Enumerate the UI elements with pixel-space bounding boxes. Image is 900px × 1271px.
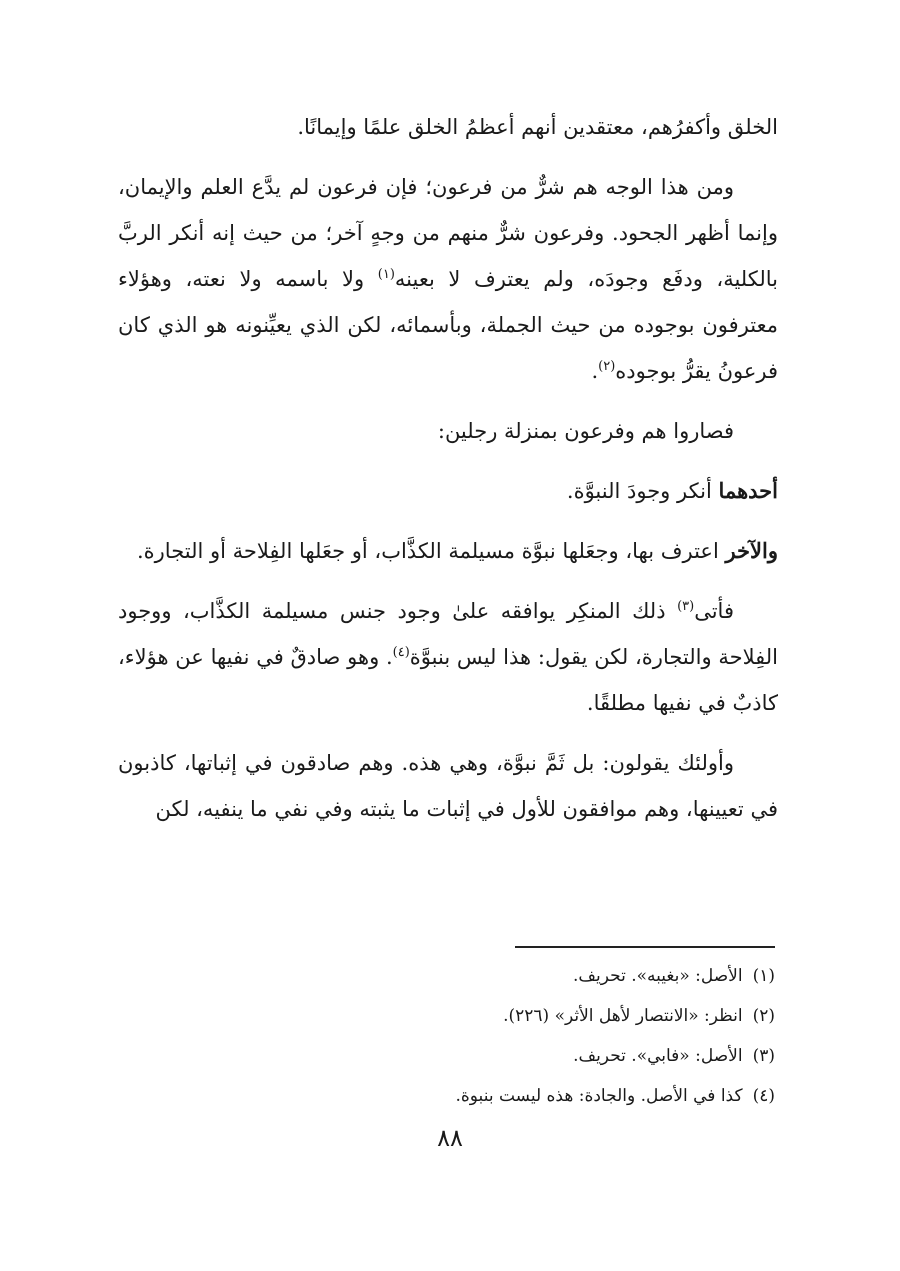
- footnote-number: (١): [752, 966, 775, 986]
- paragraph-3: [118, 408, 778, 454]
- paragraph-2-text-a: ومن هذا الوجه هم شرٌّ من فرعون؛ فإن فرعون لم يدَّع العلم والإيمان، وإنما أظهر الجحود. وفرعون شرٌّ منهم من وجهٍ آخر؛ من حيث إنه أنكر الربَّ بالكلية، ودفَع وجودَه، ولم يعترف لا بعينه: [118, 175, 779, 291]
- paragraph-1: [118, 104, 778, 150]
- page-number: ٨٨: [437, 1124, 463, 1152]
- main-text: [118, 104, 778, 832]
- footnote-3: [118, 1036, 775, 1076]
- paragraph-2: [118, 164, 778, 394]
- footnotes: [118, 956, 775, 1116]
- paragraph-7-text: وأولئك يقولون: بل ثَمَّ نبوَّة، وهي هذه. وهم صادقون في إثباتها، كاذبون في تعيينها، وهم موافقون للأول في إثبات ما يثبته وفي نفي ما ينفيه، لكن: [118, 751, 778, 821]
- paragraph-2-text-b: ولا باسمه ولا نعته، وهؤلاء معترفون بوجوده من حيث الجملة، وبأسمائه، لكن الذي يعيِّنونه هو الذي كان فرعونُ يقرُّ بوجوده: [118, 267, 778, 383]
- footnote-separator: [515, 946, 775, 948]
- paragraph-7: [118, 740, 778, 832]
- paragraph-1-text: الخلق وأكفرُهم، معتقدين أنهم أعظمُ الخلق علمًا وإيمانًا.: [297, 115, 778, 139]
- paragraph-6-text-a: فأتى: [694, 599, 734, 623]
- paragraph-3-text: فصاروا هم وفرعون بمنزلة رجلين:: [437, 419, 734, 443]
- footnote-number: (٢): [752, 1006, 775, 1026]
- paragraph-2-text-c: .: [591, 359, 599, 383]
- footnote-1: [118, 956, 775, 996]
- footnote-number: (٣): [752, 1046, 775, 1066]
- footnote-text: الأصل: «بغيبه». تحريف.: [572, 966, 743, 986]
- footnote-ref-1[interactable]: (١): [377, 267, 395, 282]
- paragraph-6-text-c: . وهو صادقٌ في نفيها عن هؤلاء، كاذبٌ في نفيها مطلقًا.: [118, 645, 778, 715]
- footnote-number: (٤): [752, 1086, 775, 1106]
- footnote-ref-2[interactable]: (٢): [598, 359, 616, 374]
- footnote-text: الأصل: «فابي». تحريف.: [573, 1046, 743, 1066]
- paragraph-6-text-b: ذلك المنكِر يوافقه علىٰ وجود جنس مسيلمة الكذَّاب، ووجود الفِلاحة والتجارة، لكن يقول: هذا ليس بنبوَّة: [118, 599, 778, 669]
- paragraph-5-text: اعترف بها، وجعَلها نبوَّة مسيلمة الكذَّاب، أو جعَلها الفِلاحة أو التجارة.: [136, 539, 726, 563]
- footnote-text: كذا في الأصل. والجادة: هذه ليست بنبوة.: [455, 1086, 743, 1106]
- paragraph-4-text: أنكر وجودَ النبوَّة.: [566, 479, 719, 503]
- paragraph-6: [118, 588, 778, 726]
- paragraph-4: [118, 468, 778, 514]
- paragraph-5: [118, 528, 778, 574]
- footnote-2: [118, 996, 775, 1036]
- paragraph-4-lead: أحدهما: [718, 478, 778, 503]
- footnote-text: انظر: «الانتصار لأهل الأثر» (٢٢٦).: [503, 1006, 743, 1026]
- paragraph-5-lead: والآخر: [725, 538, 778, 563]
- footnote-ref-3[interactable]: (٣): [677, 599, 695, 614]
- footnote-4: [118, 1076, 775, 1116]
- footnote-ref-4[interactable]: (٤): [392, 645, 410, 660]
